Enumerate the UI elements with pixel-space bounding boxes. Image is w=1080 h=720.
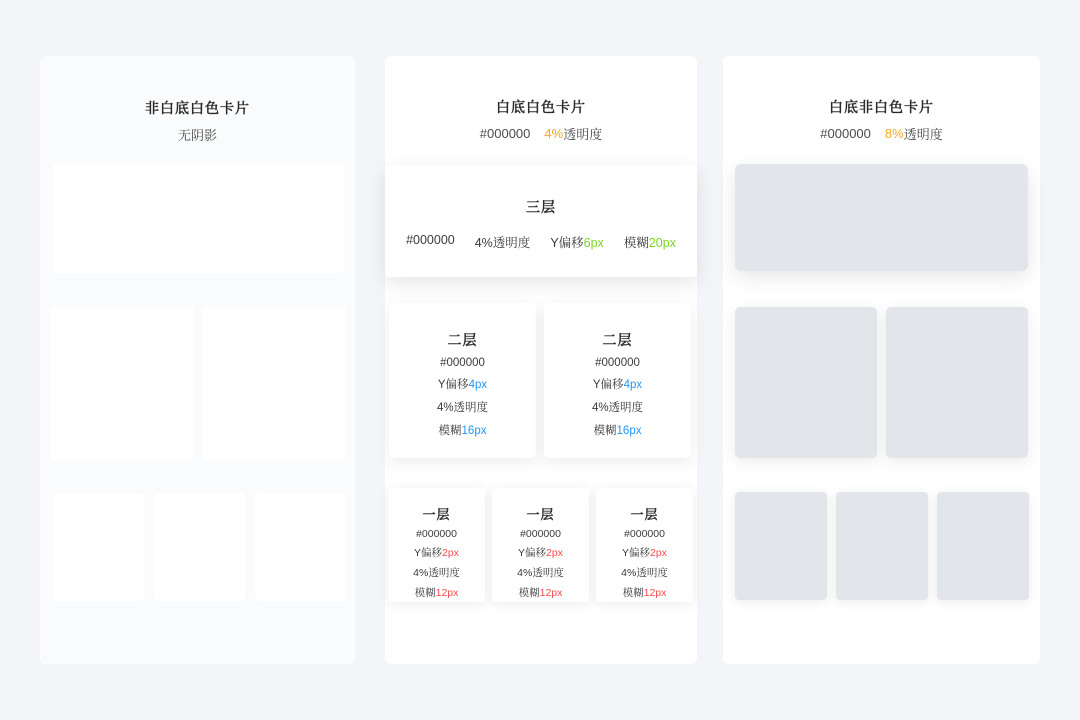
shadow-opacity-value: 4% <box>544 126 564 141</box>
demo-card-small <box>937 492 1029 600</box>
card-heading: 一层 <box>526 507 555 522</box>
spec-blur-label: 模糊 <box>518 587 540 599</box>
spec-offset <box>596 545 693 560</box>
demo-card-wide <box>735 164 1028 271</box>
two-layer-shadow-card <box>544 303 691 458</box>
shadow-hex: #000000 <box>479 126 531 141</box>
panel-title: 白底白色卡片 <box>496 99 586 115</box>
spec-hex: #000000 <box>406 233 455 247</box>
spec-offset <box>550 233 604 251</box>
spec-blur-value: 12px <box>643 587 667 599</box>
spec-hex: #000000 <box>416 528 457 540</box>
spec-blur-label: 模糊 <box>438 425 462 437</box>
demo-card-small <box>154 493 245 601</box>
card-heading: 二层 <box>447 332 478 348</box>
spec-blur-label: 模糊 <box>414 587 436 599</box>
panel-subtitle <box>41 125 354 144</box>
spec-offset-value: 2px <box>650 547 667 559</box>
spec-offset <box>492 545 589 560</box>
spec-offset <box>389 376 536 392</box>
demo-card-small <box>255 493 346 601</box>
spec-hex: #000000 <box>624 528 665 540</box>
panel-subtitle <box>385 124 697 143</box>
demo-card-square <box>51 306 194 461</box>
spec-blur-value: 12px <box>435 587 459 599</box>
shadow-hex: #000000 <box>820 126 871 141</box>
spec-opacity: 4%透明度 <box>591 402 644 414</box>
one-layer-shadow-card <box>492 488 589 602</box>
spec-offset-label: Y偏移 <box>622 547 651 559</box>
demo-card-square <box>203 306 346 461</box>
shadow-opacity-suffix: 透明度 <box>903 127 943 142</box>
spec-hex: #000000 <box>520 528 561 540</box>
spec-offset-value: 2px <box>546 547 563 559</box>
card-heading: 二层 <box>602 332 633 348</box>
one-layer-shadow-card <box>388 488 485 602</box>
spec-offset-value: 4px <box>623 379 643 391</box>
spec-blur-label: 模糊 <box>622 587 644 599</box>
spec-blur <box>544 422 691 438</box>
spec-blur <box>624 233 676 251</box>
no-shadow-label: 无阴影 <box>177 128 217 143</box>
spec-opacity: 4%透明度 <box>621 567 668 579</box>
spec-offset-value: 4px <box>468 379 488 391</box>
spec-offset-label: Y偏移 <box>437 379 469 391</box>
spec-hex: #000000 <box>595 357 640 369</box>
spec-blur-value: 16px <box>461 425 487 437</box>
three-layer-shadow-card <box>385 165 697 277</box>
spec-opacity: 4%透明度 <box>413 567 460 579</box>
spec-offset-value: 6px <box>583 236 604 250</box>
spec-offset <box>388 545 485 560</box>
spec-opacity: 4%透明度 <box>474 236 531 250</box>
panel-white-bg-gray-cards <box>723 56 1040 664</box>
shadow-opacity-suffix: 透明度 <box>563 127 603 142</box>
spec-offset-label: Y偏移 <box>414 547 443 559</box>
demo-card-square <box>886 307 1028 458</box>
panel-nonwhite-bg <box>40 56 355 664</box>
demo-card-small <box>735 492 827 600</box>
spec-offset-label: Y偏移 <box>592 379 624 391</box>
spec-blur-value: 20px <box>648 236 676 250</box>
spec-blur <box>388 585 485 600</box>
shadow-spec-line <box>385 233 697 251</box>
spec-offset-value: 2px <box>442 547 459 559</box>
spec-blur <box>389 422 536 438</box>
spec-blur <box>596 585 693 600</box>
spec-blur <box>492 585 589 600</box>
spec-blur-value: 12px <box>539 587 563 599</box>
demo-card-wide <box>53 163 344 273</box>
panel-subtitle <box>723 124 1040 143</box>
shadow-opacity-value: 8% <box>884 126 904 141</box>
demo-card-square <box>735 307 877 458</box>
panel-white-bg-white-cards <box>385 56 697 664</box>
spec-blur-label: 模糊 <box>623 236 649 250</box>
panel-title: 白底非白色卡片 <box>829 99 934 115</box>
card-heading: 三层 <box>526 199 556 215</box>
spec-blur-value: 16px <box>616 425 642 437</box>
card-heading: 一层 <box>630 507 659 522</box>
spec-offset-label: Y偏移 <box>518 547 547 559</box>
spec-blur-label: 模糊 <box>593 425 617 437</box>
demo-card-small <box>836 492 928 600</box>
spec-opacity: 4%透明度 <box>436 402 489 414</box>
demo-card-small <box>53 493 144 601</box>
spec-hex: #000000 <box>440 357 485 369</box>
two-layer-shadow-card <box>389 303 536 458</box>
spec-opacity: 4%透明度 <box>517 567 564 579</box>
one-layer-shadow-card <box>596 488 693 602</box>
panel-title: 非白底白色卡片 <box>145 100 250 116</box>
spec-offset <box>544 376 691 392</box>
card-heading: 一层 <box>422 507 451 522</box>
spec-offset-label: Y偏移 <box>550 236 584 250</box>
